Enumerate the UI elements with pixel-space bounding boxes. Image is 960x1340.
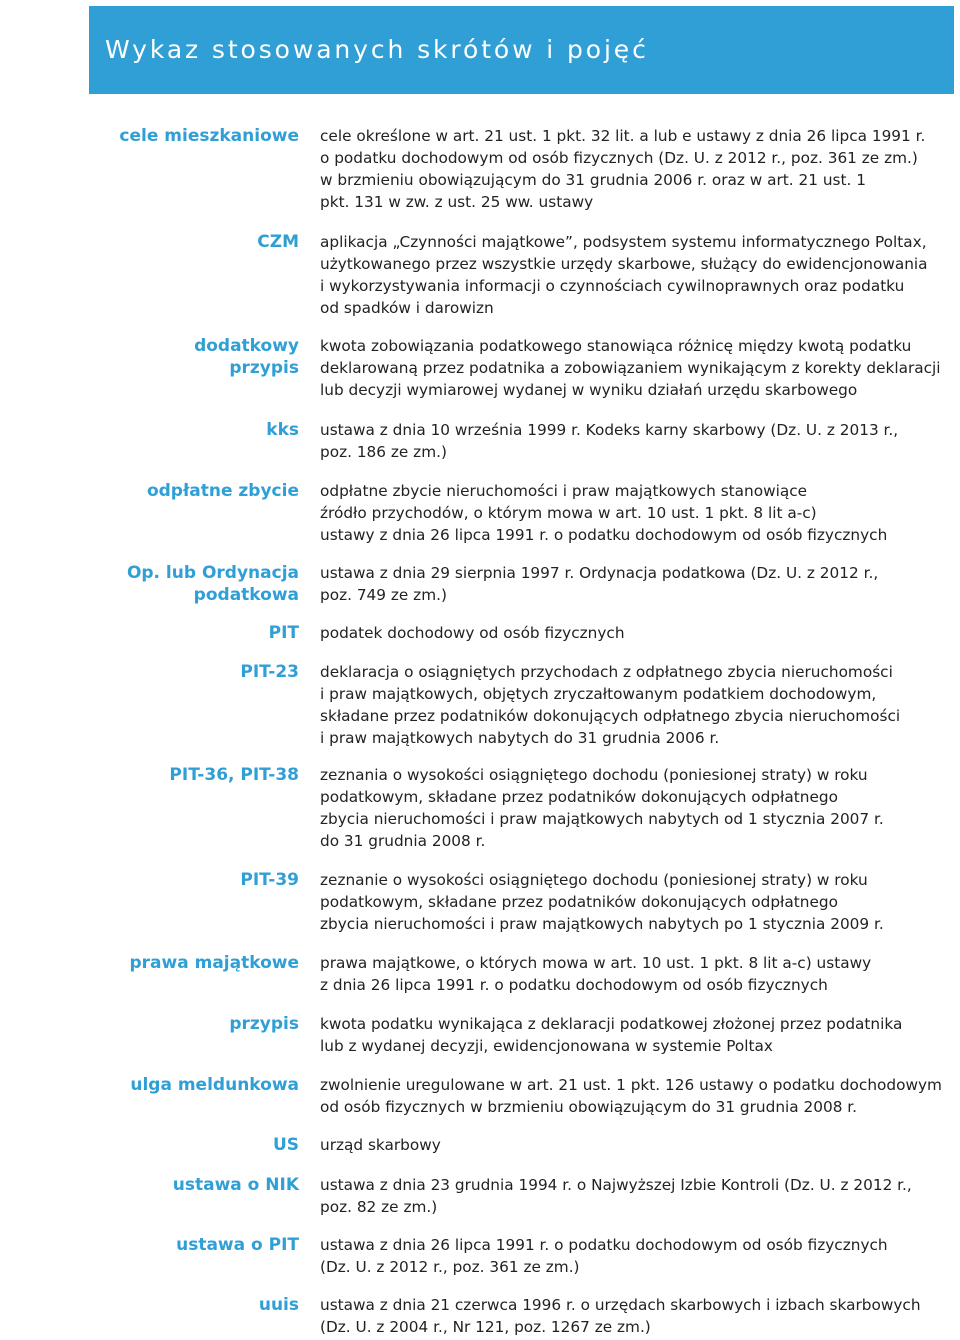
glossary-definition: ustawa z dnia 29 sierpnia 1997 r. Ordynacja podatkowa (Dz. U. z 2012 r., poz. 749 ze zm.) (320, 564, 879, 604)
glossary-term: uuis (258, 1295, 299, 1315)
glossary-term: ulga meldunkowa (130, 1075, 299, 1095)
glossary-term: US (272, 1135, 299, 1155)
glossary-definition: ustawa z dnia 10 września 1999 r. Kodeks karny skarbowy (Dz. U. z 2013 r., poz. 186 ze zm.) (320, 421, 899, 461)
glossary-term: cele mieszkaniowe (119, 126, 299, 146)
glossary-term: Op. lub Ordynacja podatkowa (126, 563, 299, 605)
glossary-definition: urząd skarbowy (320, 1136, 441, 1154)
glossary-definition: aplikacja „Czynności majątkowe”, podsystem systemu informatycznego Poltax, użytkowanego przez wszystkie urzędy skarbowe, służący do ewidencjonowania i wykorzystywania informacji o czynnościach cywilnoprawnych oraz podatku od spadków i darowizn (320, 233, 928, 317)
glossary-definition: zeznania o wysokości osiągniętego dochodu (poniesionej straty) w roku podatkowym, składane przez podatników dokonujących odpłatnego zbycia nieruchomości i praw majątkowych nabytych od 1 stycznia 2007 r. do 31 grudnia 2008 r. (320, 766, 884, 850)
glossary-definition: prawa majątkowe, o których mowa w art. 10 ust. 1 pkt. 8 lit a-c) ustawy z dnia 26 lipca 1991 r. o podatku dochodowym od osób fizycznych (320, 954, 872, 994)
glossary-definition: podatek dochodowy od osób fizycznych (320, 624, 625, 642)
glossary-definition: zeznanie o wysokości osiągniętego dochodu (poniesionej straty) w roku podatkowym, składane przez podatników dokonujących odpłatnego zbycia nieruchomości i praw majątkowych nabytych po 1 stycznia 2009 r. (320, 871, 884, 933)
glossary-term: PIT-23 (240, 662, 299, 682)
glossary-definition: kwota podatku wynikająca z deklaracji podatkowej złożonej przez podatnika lub z wydanej decyzji, ewidencjonowana w systemie Poltax (320, 1015, 903, 1055)
glossary-term: odpłatne zbycie (146, 481, 299, 501)
glossary-definition: ustawa z dnia 23 grudnia 1994 r. o Najwyższej Izbie Kontroli (Dz. U. z 2012 r., poz. 82 ze zm.) (320, 1176, 912, 1216)
glossary-term: PIT-39 (240, 870, 299, 890)
glossary-definition: odpłatne zbycie nieruchomości i praw majątkowych stanowiące źródło przychodów, o którym mowa w art. 10 ust. 1 pkt. 8 lit a-c) ustawy z dnia 26 lipca 1991 r. o podatku dochodowym od osób fizycznych (320, 482, 888, 544)
glossary-term: dodatkowy przypis (194, 336, 299, 378)
glossary-definition: cele określone w art. 21 ust. 1 pkt. 32 lit. a lub e ustawy z dnia 26 lipca 1991 r. o podatku dochodowym od osób fizycznych (Dz. U. z 2012 r., poz. 361 ze zm.) w brzmieniu obowiązującym do 31 grudnia 2006 r. oraz w art. 21 ust. 1 pkt. 131 w zw. z ust. 25 ww. ustawy (320, 127, 926, 211)
glossary-definition: ustawa z dnia 21 czerwca 1996 r. o urzędach skarbowych i izbach skarbowych (Dz. U. z 2004 r., Nr 121, poz. 1267 ze zm.) (320, 1296, 921, 1336)
glossary-term: kks (266, 420, 299, 440)
page-title: Wykaz stosowanych skrótów i pojęć (105, 35, 649, 64)
glossary-term: PIT-36, PIT-38 (169, 765, 299, 785)
glossary-term: ustawa o NIK (172, 1175, 299, 1195)
glossary-definition: zwolnienie uregulowane w art. 21 ust. 1 pkt. 126 ustawy o podatku dochodowym od osób fizycznych w brzmieniu obowiązującym do 31 grudnia 2008 r. (320, 1076, 942, 1116)
glossary-term: PIT (268, 623, 299, 643)
glossary-definition: ustawa z dnia 26 lipca 1991 r. o podatku dochodowym od osób fizycznych (Dz. U. z 2012 r., poz. 361 ze zm.) (320, 1236, 888, 1276)
glossary-term: CZM (257, 232, 299, 252)
glossary-definition: kwota zobowiązania podatkowego stanowiąca różnicę między kwotą podatku deklarowaną przez podatnika a zobowiązaniem wynikającym z korekty deklaracji lub decyzji wymiarowej wydanej w wyniku działań urzędu skarbowego (320, 337, 941, 399)
glossary-term: prawa majątkowe (129, 953, 299, 973)
glossary-term: ustawa o PIT (176, 1235, 299, 1255)
glossary-definition: deklaracja o osiągniętych przychodach z odpłatnego zbycia nieruchomości i praw majątkowych, objętych zryczałtowanym podatkiem dochodowym, składane przez podatników dokonujących odpłatnego zbycia nieruchomości i praw majątkowych nabytych do 31 grudnia 2006 r. (320, 663, 901, 747)
glossary-term: przypis (229, 1014, 299, 1034)
